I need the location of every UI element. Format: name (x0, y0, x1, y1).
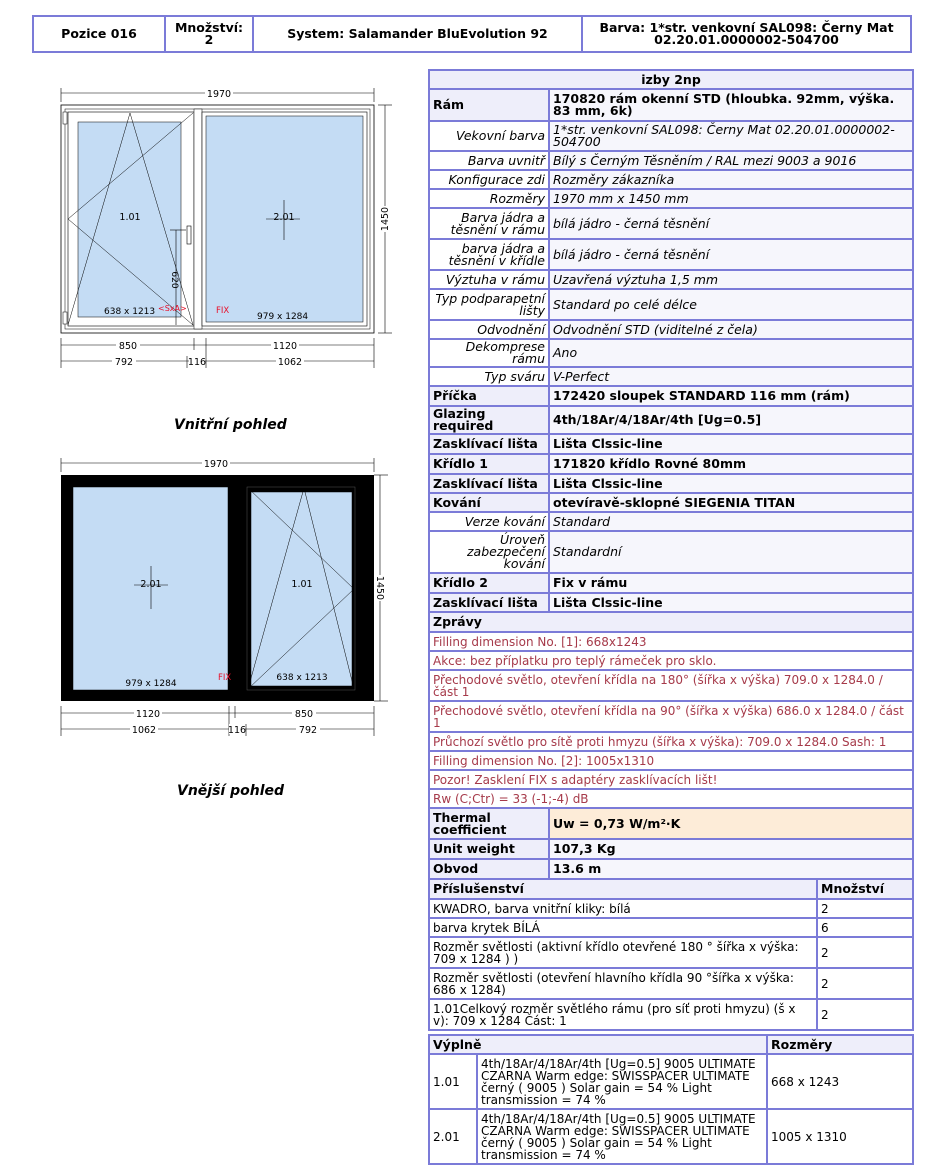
spec-title: izby 2np (429, 70, 913, 89)
glazing-bead-label: Zasklívací lišta (429, 593, 549, 612)
inner-view-caption: Vnitřní pohled (174, 417, 287, 433)
hardware-version-label: Verze kování (429, 512, 549, 531)
glazing-bead-value: Lišta Clssic-line (549, 474, 913, 493)
inner-dim-1062: 1062 (277, 357, 303, 368)
inner-dim-792: 792 (114, 357, 134, 368)
inner-sash-size: 638 x 1213 (104, 307, 156, 317)
sash2-value: Fix v rámu (549, 573, 913, 593)
accessory-qty: 6 (817, 918, 913, 937)
position-header (32, 15, 912, 53)
outer-dim-792: 792 (298, 725, 318, 736)
spec-sub-value: Standard po celé délce (549, 289, 913, 320)
fillings-header: Výplně (429, 1035, 767, 1054)
sash1-value: 171820 křídlo Rovné 80mm (549, 454, 913, 474)
spec-sub-value: 1970 mm x 1450 mm (549, 189, 913, 208)
weight-label: Unit weight (429, 839, 549, 859)
accessory-name: KWADRO, barva vnitřní kliky: bílá (429, 899, 817, 918)
spec-sub-value: Bílý s Černým Těsněním / RAL mezi 9003 a 9016 (549, 151, 913, 170)
message-row: Přechodové světlo, otevření křídla na 180° (šířka x výška) 709.0 x 1284.0 / část 1 (429, 670, 913, 701)
message-row: Přechodové světlo, otevření křídla na 90° (šířka x výška) 686.0 x 1284.0 / část 1 (429, 701, 913, 732)
filling-description: 4th/18Ar/4/18Ar/4th [Ug=0.5] 9005 ULTIMATE CZARNA Warm edge: SWISSPACER ULTIMATE černý ( 9005 ) Solar gain = 54 % Light transmission = 74 % (477, 1054, 767, 1109)
filling-description: 4th/18Ar/4/18Ar/4th [Ug=0.5] 9005 ULTIMATE CZARNA Warm edge: SWISSPACER ULTIMATE černý ( 9005 ) Solar gain = 54 % Light transmission = 74 % (477, 1109, 767, 1164)
outer-dim-850: 850 (294, 709, 314, 720)
glazing-bead-label: Zasklívací lišta (429, 434, 549, 454)
message-row: Filling dimension No. [1]: 668x1243 (429, 632, 913, 651)
frame-value: 170820 rám okenní STD (hloubka. 92mm, výška. 83 mm, 6k) (549, 89, 913, 121)
system-name: System: Salamander BluEvolution 92 (254, 17, 583, 51)
outer-fix-label: 2.01 (140, 579, 162, 590)
accessory-name: Rozměr světlosti (otevření hlavního křídla 90 °šířka x výška: 686 x 1284) (429, 968, 817, 999)
inner-fix-size: 979 x 1284 (257, 312, 309, 322)
message-row: Filling dimension No. [2]: 1005x1310 (429, 751, 913, 770)
accessories-qty-header: Množství (817, 879, 913, 899)
mullion-value: 172420 sloupek STANDARD 116 mm (rám) (549, 386, 913, 406)
spec-sub-label: Typ podparapetní lišty (429, 289, 549, 320)
spec-sub-value: Rozměry zákazníka (549, 170, 913, 189)
quantity-value: 2 (204, 32, 214, 47)
hardware-value: otevíravě-sklopné SIEGENIA TITAN (549, 493, 913, 512)
inner-handle-height: 620 (169, 271, 179, 289)
hardware-version-value: Standard (549, 512, 913, 531)
accessories-header: Příslušenství (429, 879, 817, 899)
inner-dim-116: 116 (187, 357, 207, 368)
inner-fix-text: FIX (216, 306, 230, 316)
fillings-dims-header: Rozměry (767, 1035, 913, 1054)
accessory-name: Rozměr světlosti (aktivní křídlo otevřené 180 ° šířka x výška: 709 x 1284 ) ) (429, 937, 817, 968)
message-row: Průchozí světlo pro sítě proti hmyzu (šířka x výška): 709.0 x 1284.0 Sash: 1 (429, 732, 913, 751)
perimeter-value: 13.6 m (549, 859, 913, 879)
thermal-value: Uw = 0,73 W/m²·K (549, 808, 913, 839)
spec-sub-label: Výztuha v rámu (429, 270, 549, 289)
inner-view-drawing (30, 80, 400, 380)
glazing-bead-value: Lišta Clssic-line (549, 434, 913, 454)
thermal-label: Thermal coefficient (429, 808, 549, 839)
quantity-label: Množství: (174, 20, 244, 35)
message-row: Rw (C;Ctr) = 33 (-1;-4) dB (429, 789, 913, 808)
filling-id: 1.01 (429, 1054, 477, 1109)
outer-height-total: 1450 (374, 575, 385, 601)
spec-sub-value: Odvodnění STD (viditelné z čela) (549, 320, 913, 339)
spec-sub-value: bílá jádro - černá těsnění (549, 208, 913, 239)
spec-sub-value: Ano (549, 339, 913, 367)
glazing-bead-label: Zasklívací lišta (429, 474, 549, 493)
spec-sub-label: Odvodnění (429, 320, 549, 339)
position-number: Pozice 016 (34, 17, 166, 51)
accessory-qty: 2 (817, 968, 913, 999)
accessory-name: barva krytek BÍLÁ (429, 918, 817, 937)
inner-sxa-marker: <SxA> (158, 304, 187, 313)
inner-dim-1120: 1120 (272, 341, 298, 352)
outer-dim-1120: 1120 (135, 709, 161, 720)
security-level-value: Standardní (549, 531, 913, 573)
color-info: Barva: 1*str. venkovní SAL098: Černy Mat 02.20.01.0000002-504700 (599, 20, 894, 47)
perimeter-label: Obvod (429, 859, 549, 879)
message-row: Pozor! Zasklení FIX s adaptéry zasklívacích lišt! (429, 770, 913, 789)
spec-sub-label: Dekomprese rámu (429, 339, 549, 367)
accessory-qty: 2 (817, 899, 913, 918)
outer-dim-116: 116 (227, 725, 247, 736)
messages-header: Zprávy (429, 612, 913, 632)
accessory-qty: 2 (817, 999, 913, 1030)
accessory-name: 1.01Celkový rozměr světlého rámu (pro síť proti hmyzu) (š x v): 709 x 1284 Část: 1 (429, 999, 817, 1030)
glazing-label: Glazing required (429, 406, 549, 434)
spec-sub-label: Konfigurace zdi (429, 170, 549, 189)
accessory-qty: 2 (817, 937, 913, 968)
inner-height-total: 1450 (380, 206, 391, 232)
outer-sash-label: 1.01 (291, 579, 313, 590)
spec-sub-label: Barva uvnitř (429, 151, 549, 170)
outer-sash-size: 638 x 1213 (276, 673, 328, 683)
filling-id: 2.01 (429, 1109, 477, 1164)
spec-sub-value: bílá jádro - černá těsnění (549, 239, 913, 270)
hardware-label: Kování (429, 493, 549, 512)
fillings-table (428, 1034, 914, 1165)
security-level-label: Úroveň zabezpečení kování (429, 531, 549, 573)
mullion-label: Příčka (429, 386, 549, 406)
quantity-cell (166, 17, 254, 51)
message-row: Akce: bez příplatku pro teplý rámeček pro sklo. (429, 651, 913, 670)
spec-sub-value: Uzavřená výztuha 1,5 mm (549, 270, 913, 289)
spec-sub-label: Typ sváru (429, 367, 549, 386)
inner-width-total: 1970 (206, 89, 232, 100)
spec-sub-label: Barva jádra a těsnění v rámu (429, 208, 549, 239)
spec-sub-label: Rozměry (429, 189, 549, 208)
outer-view-drawing (30, 450, 400, 740)
glazing-value: 4th/18Ar/4/18Ar/4th [Ug=0.5] (549, 406, 913, 434)
outer-fix-size: 979 x 1284 (125, 679, 177, 689)
inner-dim-850: 850 (118, 341, 138, 352)
filling-dimensions: 1005 x 1310 (767, 1109, 913, 1164)
inner-fix-label: 2.01 (273, 212, 295, 223)
spec-sub-label: Vekovní barva (429, 121, 549, 151)
outer-view-caption: Vnější pohled (177, 783, 285, 799)
weight-value: 107,3 Kg (549, 839, 913, 859)
spec-sub-value: 1*str. venkovní SAL098: Černy Mat 02.20.01.0000002-504700 (549, 121, 913, 151)
sash1-label: Křídlo 1 (429, 454, 549, 474)
specification-table (428, 69, 914, 1031)
outer-dim-1062: 1062 (131, 725, 157, 736)
outer-width-total: 1970 (203, 459, 229, 470)
inner-sash-label: 1.01 (119, 212, 141, 223)
glazing-bead-value: Lišta Clssic-line (549, 593, 913, 612)
frame-label: Rám (429, 89, 549, 121)
spec-sub-value: V-Perfect (549, 367, 913, 386)
spec-sub-label: barva jádra a těsnění v křídle (429, 239, 549, 270)
filling-dimensions: 668 x 1243 (767, 1054, 913, 1109)
sash2-label: Křídlo 2 (429, 573, 549, 593)
outer-fix-text: FIX (218, 673, 232, 683)
